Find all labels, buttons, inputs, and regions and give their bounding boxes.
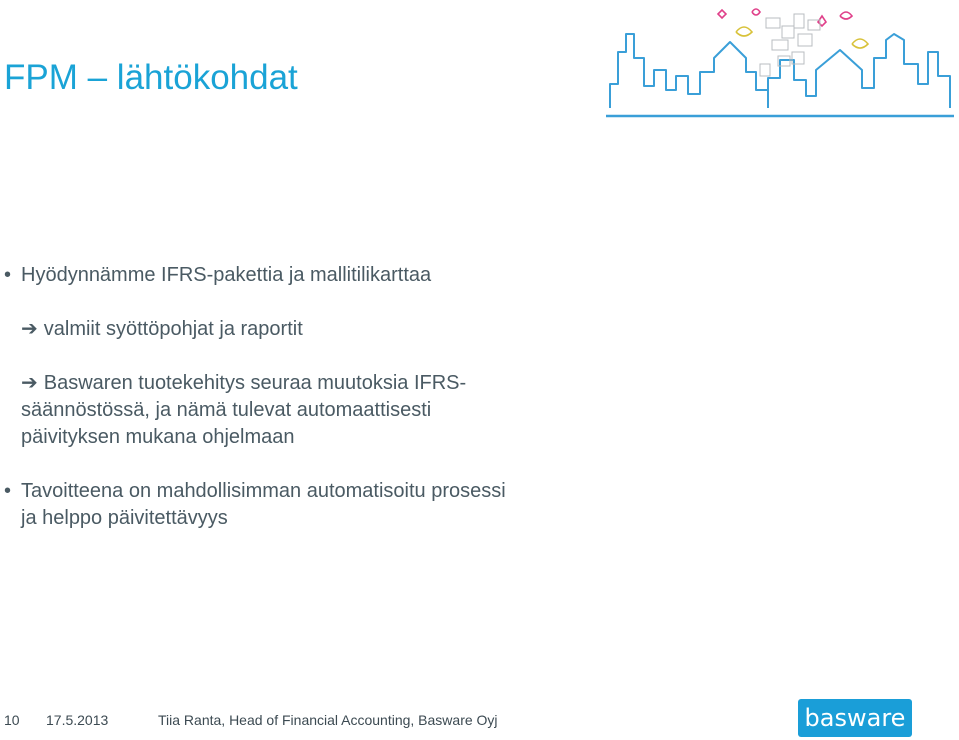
- bullet-text-line: ja helppo päivitettävyys: [21, 507, 228, 529]
- slide-title: FPM – lähtökohdat: [4, 58, 298, 97]
- footer-date: 17.5.2013: [46, 712, 109, 728]
- bullet-item: [0, 478, 700, 532]
- arrow-text-line: säännöstössä, ja nämä tulevat automaattisesti: [21, 399, 432, 421]
- logo-text: basware: [804, 704, 906, 732]
- arrow-text-line: Baswaren tuotekehitys seuraa muutoksia IFRS-: [43, 372, 467, 394]
- arrow-right-icon: ➔: [21, 318, 38, 340]
- bullet-glyph: •: [4, 480, 12, 502]
- city-skyline-illustration: [604, 0, 959, 125]
- arrow-text: valmiit syöttöpohjat ja raportit: [43, 318, 303, 340]
- bullet-text: Hyödynnämme IFRS-pakettia ja mallitilikarttaa: [21, 264, 432, 286]
- arrow-text-line: päivityksen mukana ohjelmaan: [21, 426, 295, 448]
- bullet-item: [0, 262, 700, 289]
- arrow-item: [0, 370, 700, 451]
- arrow-right-icon: ➔: [21, 372, 38, 394]
- bullet-glyph: •: [4, 264, 12, 286]
- basware-logo: [798, 699, 912, 737]
- arrow-item: [0, 316, 700, 343]
- slide-body: [0, 262, 700, 532]
- bullet-text-line: Tavoitteena on mahdollisimman automatisoitu prosessi: [21, 480, 506, 502]
- footer-author: Tiia Ranta, Head of Financial Accounting, Basware Oyj: [158, 712, 498, 728]
- page-number: 10: [4, 712, 20, 728]
